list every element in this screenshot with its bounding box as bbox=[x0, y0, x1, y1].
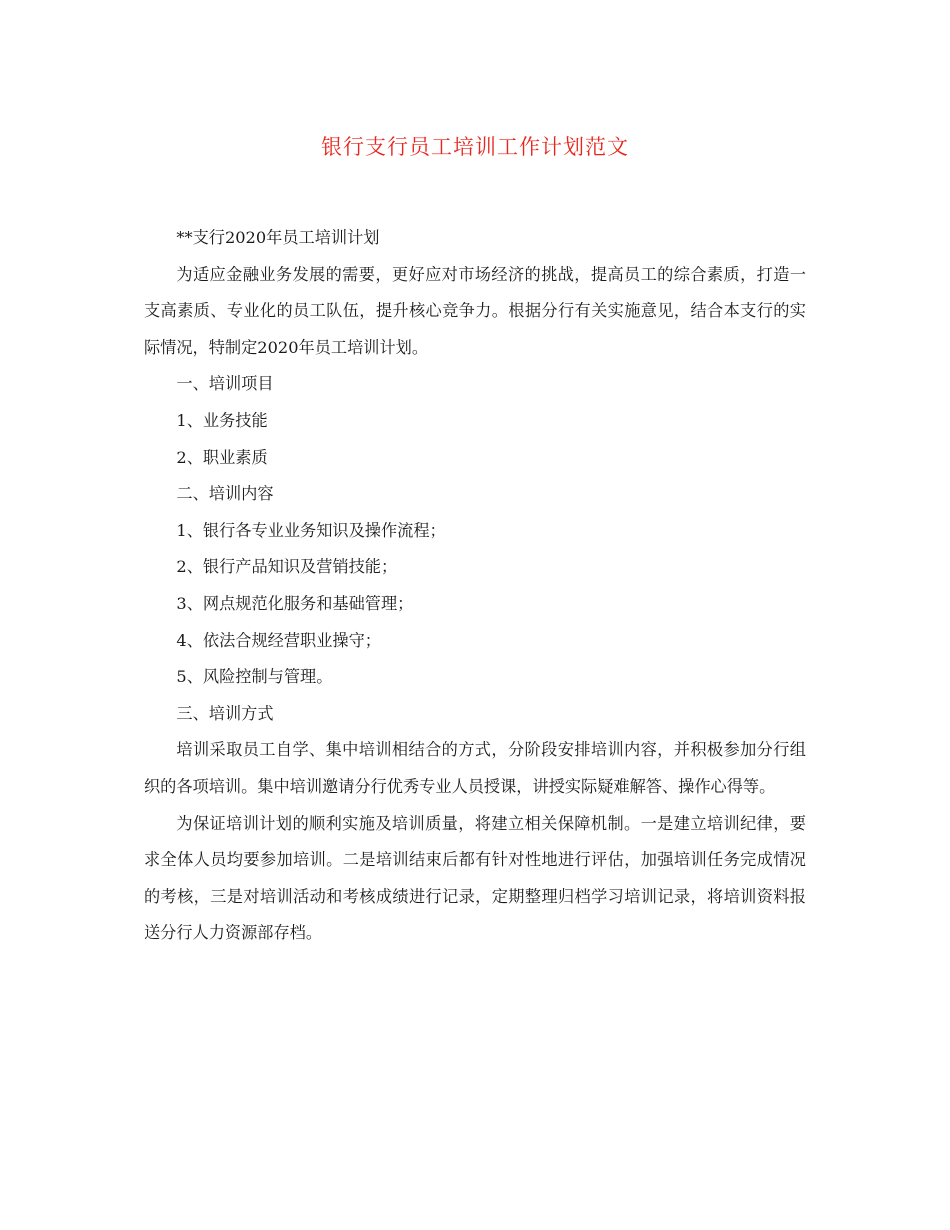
intro-paragraph: 为适应金融业务发展的需要，更好应对市场经济的挑战，提高员工的综合素质，打造一支高素质、专业化的员工队伍，提升核心竞争力。根据分行有关实施意见，结合本支行的实际情况，特制定2020年员工培训计划。 bbox=[144, 264, 806, 357]
guarantee-paragraph: 为保证培训计划的顺利实施及培训质量，将建立相关保障机制。一是建立培训纪律，要求全体人员均要参加培训。二是培训结束后都有针对性地进行评估，加强培训任务完成情况的考核，三是对培训活动和考核成绩进行记录，定期整理归档学习培训记录，将培训资料报送分行人力资源部存档。 bbox=[144, 813, 806, 943]
document-body bbox=[144, 220, 806, 952]
list-item: 2、银行产品知识及营销技能； bbox=[176, 557, 398, 577]
list-item: 1、业务技能 bbox=[176, 410, 268, 430]
list-item: 1、银行各专业业务知识及操作流程； bbox=[176, 520, 446, 540]
section-heading-training-items: 一、培训项目 bbox=[176, 374, 274, 394]
section-heading-training-method: 三、培训方式 bbox=[176, 703, 274, 723]
document-title: 银行支行员工培训工作计划范文 bbox=[321, 135, 629, 159]
list-item: 5、风险控制与管理。 bbox=[176, 667, 333, 687]
method-paragraph: 培训采取员工自学、集中培训相结合的方式，分阶段安排培训内容，并积极参加分行组织的各项培训。集中培训邀请分行优秀专业人员授课，讲授实际疑难解答、操作心得等。 bbox=[144, 740, 806, 796]
list-item: 3、网点规范化服务和基础管理； bbox=[176, 593, 414, 613]
list-item: 2、职业素质 bbox=[176, 447, 268, 467]
list-item: 4、依法合规经营职业操守； bbox=[176, 630, 381, 650]
plan-heading: **支行2020年员工培训计划 bbox=[176, 228, 380, 247]
section-heading-training-content: 二、培训内容 bbox=[176, 484, 274, 504]
